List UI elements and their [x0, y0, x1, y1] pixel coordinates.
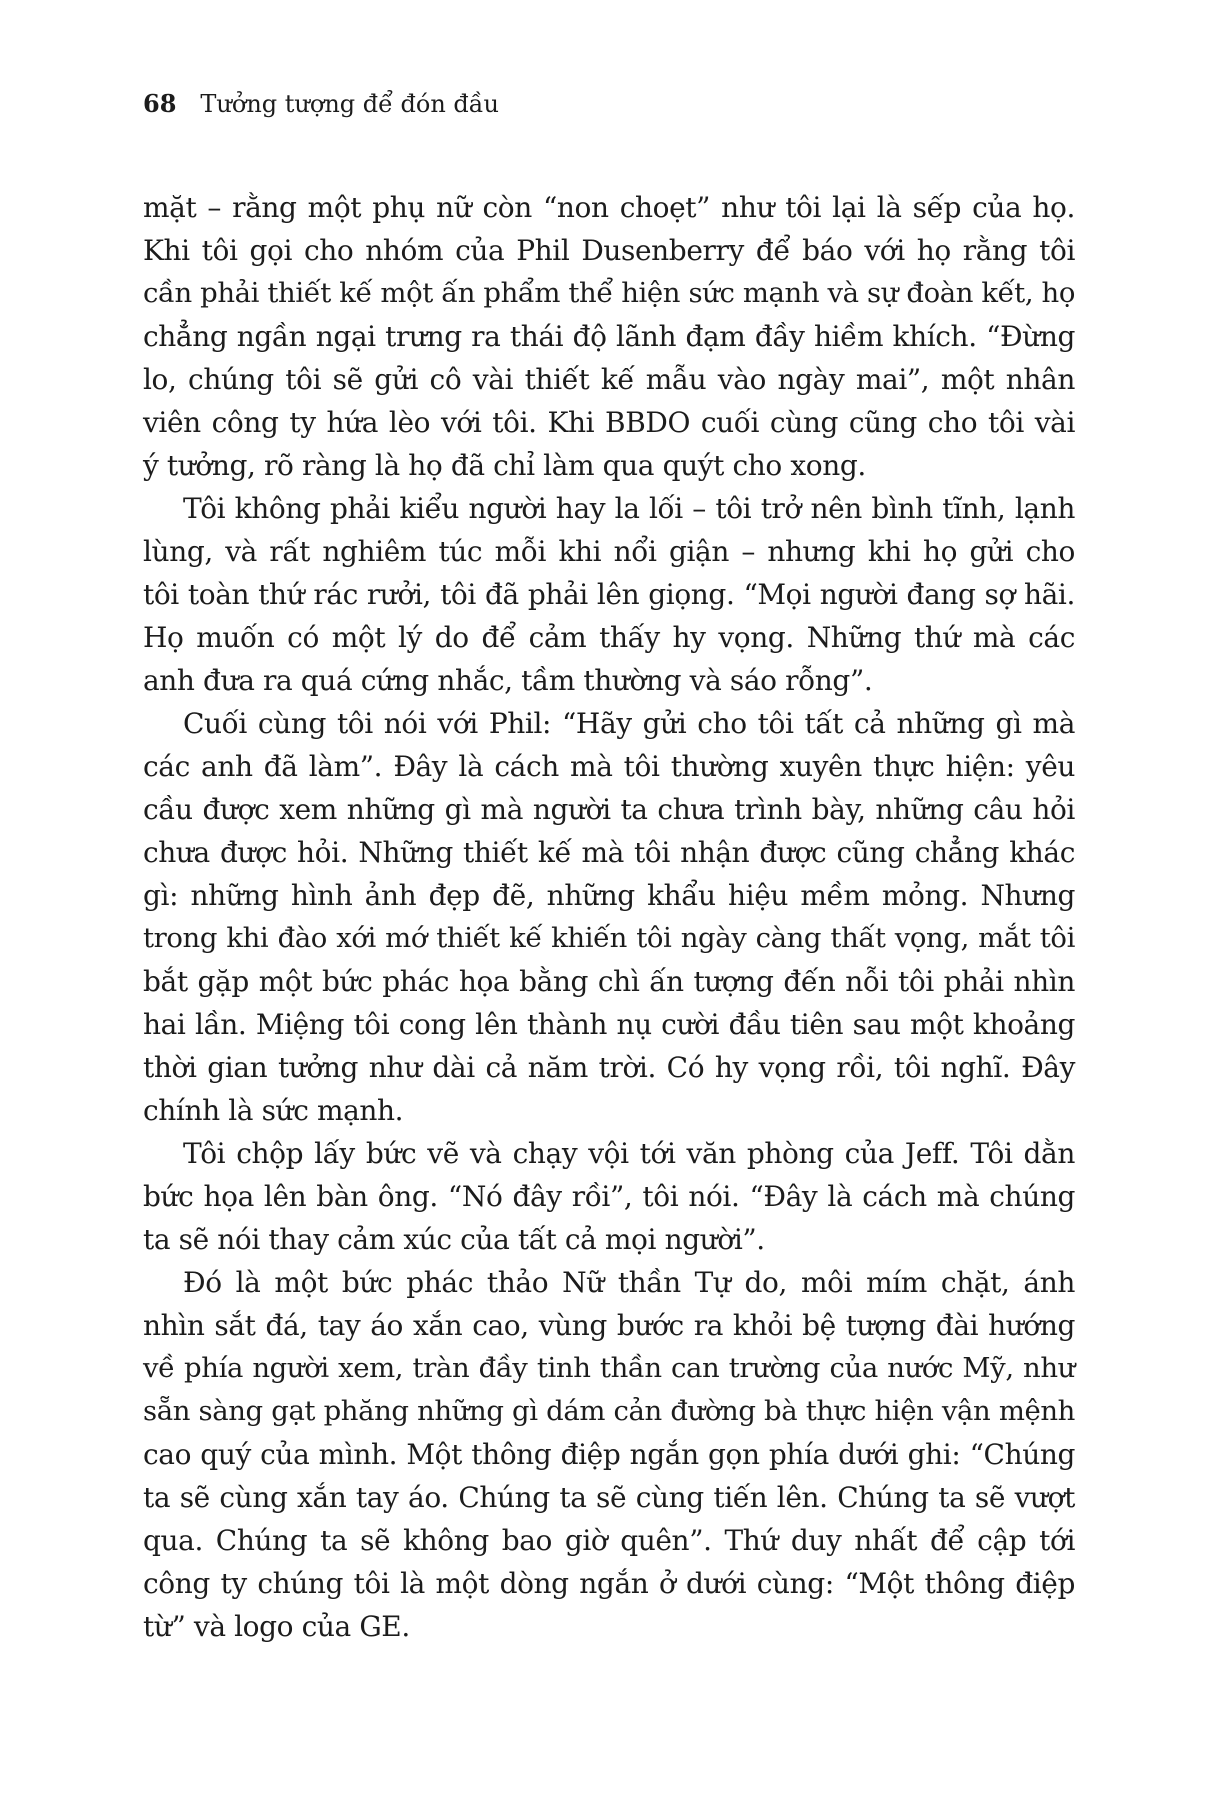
paragraph	[143, 1261, 1075, 1648]
text-line: thời gian tưởng như dài cả năm trời. Có hy vọng rồi, tôi nghĩ. Đây	[143, 1051, 1075, 1084]
text-line: anh đưa ra quá cứng nhắc, tầm thường và sáo rỗng”.	[143, 664, 873, 697]
text-line: sẵn sàng gạt phăng những gì dám cản đường bà thực hiện vận mệnh	[143, 1395, 1075, 1427]
running-title: Tưởng tượng để đón đầu	[200, 90, 499, 118]
paragraph	[143, 702, 1075, 1132]
text-line: tôi toàn thứ rác rưởi, tôi đã phải lên giọng. “Mọi người đang sợ hãi.	[143, 578, 1075, 611]
text-line: cầu được xem những gì mà người ta chưa trình bày, những câu hỏi	[143, 793, 1075, 826]
text-line: Họ muốn có một lý do để cảm thấy hy vọng. Những thứ mà các	[143, 621, 1075, 654]
paragraph	[143, 186, 1075, 487]
running-header	[143, 88, 499, 120]
text-line: cao quý của mình. Một thông điệp ngắn gọn phía dưới ghi: “Chúng	[143, 1438, 1075, 1471]
text-line: qua. Chúng ta sẽ không bao giờ quên”. Thứ duy nhất để cập tới	[143, 1524, 1075, 1557]
page-number: 68	[143, 89, 177, 118]
text-line: ta sẽ cùng xắn tay áo. Chúng ta sẽ cùng tiến lên. Chúng ta sẽ vượt	[143, 1481, 1075, 1514]
text-line: trong khi đào xới mớ thiết kế khiến tôi ngày càng thất vọng, mắt tôi	[143, 922, 1075, 954]
text-line: các anh đã làm”. Đây là cách mà tôi thường xuyên thực hiện: yêu	[143, 750, 1075, 783]
text-line: gì: những hình ảnh đẹp đẽ, những khẩu hiệu mềm mỏng. Nhưng	[143, 879, 1075, 912]
text-line: Tôi chộp lấy bức vẽ và chạy vội tới văn phòng của Jeff. Tôi dằn	[183, 1137, 1075, 1170]
text-line: Khi tôi gọi cho nhóm của Phil Dusenberry để báo với họ rằng tôi	[143, 234, 1075, 267]
text-line: mặt – rằng một phụ nữ còn “non choẹt” như tôi lại là sếp của họ.	[143, 191, 1075, 224]
text-line: chính là sức mạnh.	[143, 1094, 404, 1127]
text-line: nhìn sắt đá, tay áo xắn cao, vùng bước ra khỏi bệ tượng đài hướng	[143, 1309, 1075, 1342]
text-line: Đó là một bức phác thảo Nữ thần Tự do, môi mím chặt, ánh	[183, 1266, 1075, 1299]
text-line: chẳng ngần ngại trưng ra thái độ lãnh đạm đầy hiềm khích. “Đừng	[143, 320, 1075, 353]
text-line: Cuối cùng tôi nói với Phil: “Hãy gửi cho tôi tất cả những gì mà	[183, 707, 1075, 740]
paragraph	[143, 487, 1075, 702]
text-line: bức họa lên bàn ông. “Nó đây rồi”, tôi nói. “Đây là cách mà chúng	[143, 1180, 1075, 1213]
text-line: Tôi không phải kiểu người hay la lối – tôi trở nên bình tĩnh, lạnh	[183, 492, 1075, 525]
body-text	[143, 186, 1075, 1648]
text-line: lo, chúng tôi sẽ gửi cô vài thiết kế mẫu vào ngày mai”, một nhân	[143, 363, 1075, 396]
text-line: chưa được hỏi. Những thiết kế mà tôi nhận được cũng chẳng khác	[143, 836, 1075, 869]
text-line: từ” và logo của GE.	[143, 1610, 410, 1643]
text-line: ý tưởng, rõ ràng là họ đã chỉ làm qua quýt cho xong.	[143, 449, 866, 482]
text-line: ta sẽ nói thay cảm xúc của tất cả mọi người”.	[143, 1223, 765, 1256]
text-line: về phía người xem, tràn đầy tinh thần can trường của nước Mỹ, như	[143, 1352, 1075, 1384]
text-line: viên công ty hứa lèo với tôi. Khi BBDO cuối cùng cũng cho tôi vài	[143, 406, 1075, 439]
paragraph	[143, 1132, 1075, 1261]
text-line: cần phải thiết kế một ấn phẩm thể hiện sức mạnh và sự đoàn kết, họ	[143, 277, 1075, 309]
text-line: công ty chúng tôi là một dòng ngắn ở dưới cùng: “Một thông điệp	[143, 1567, 1075, 1600]
text-line: lùng, và rất nghiêm túc mỗi khi nổi giận – nhưng khi họ gửi cho	[143, 535, 1075, 568]
text-line: bắt gặp một bức phác họa bằng chì ấn tượng đến nỗi tôi phải nhìn	[143, 965, 1075, 998]
text-line: hai lần. Miệng tôi cong lên thành nụ cười đầu tiên sau một khoảng	[143, 1008, 1075, 1041]
